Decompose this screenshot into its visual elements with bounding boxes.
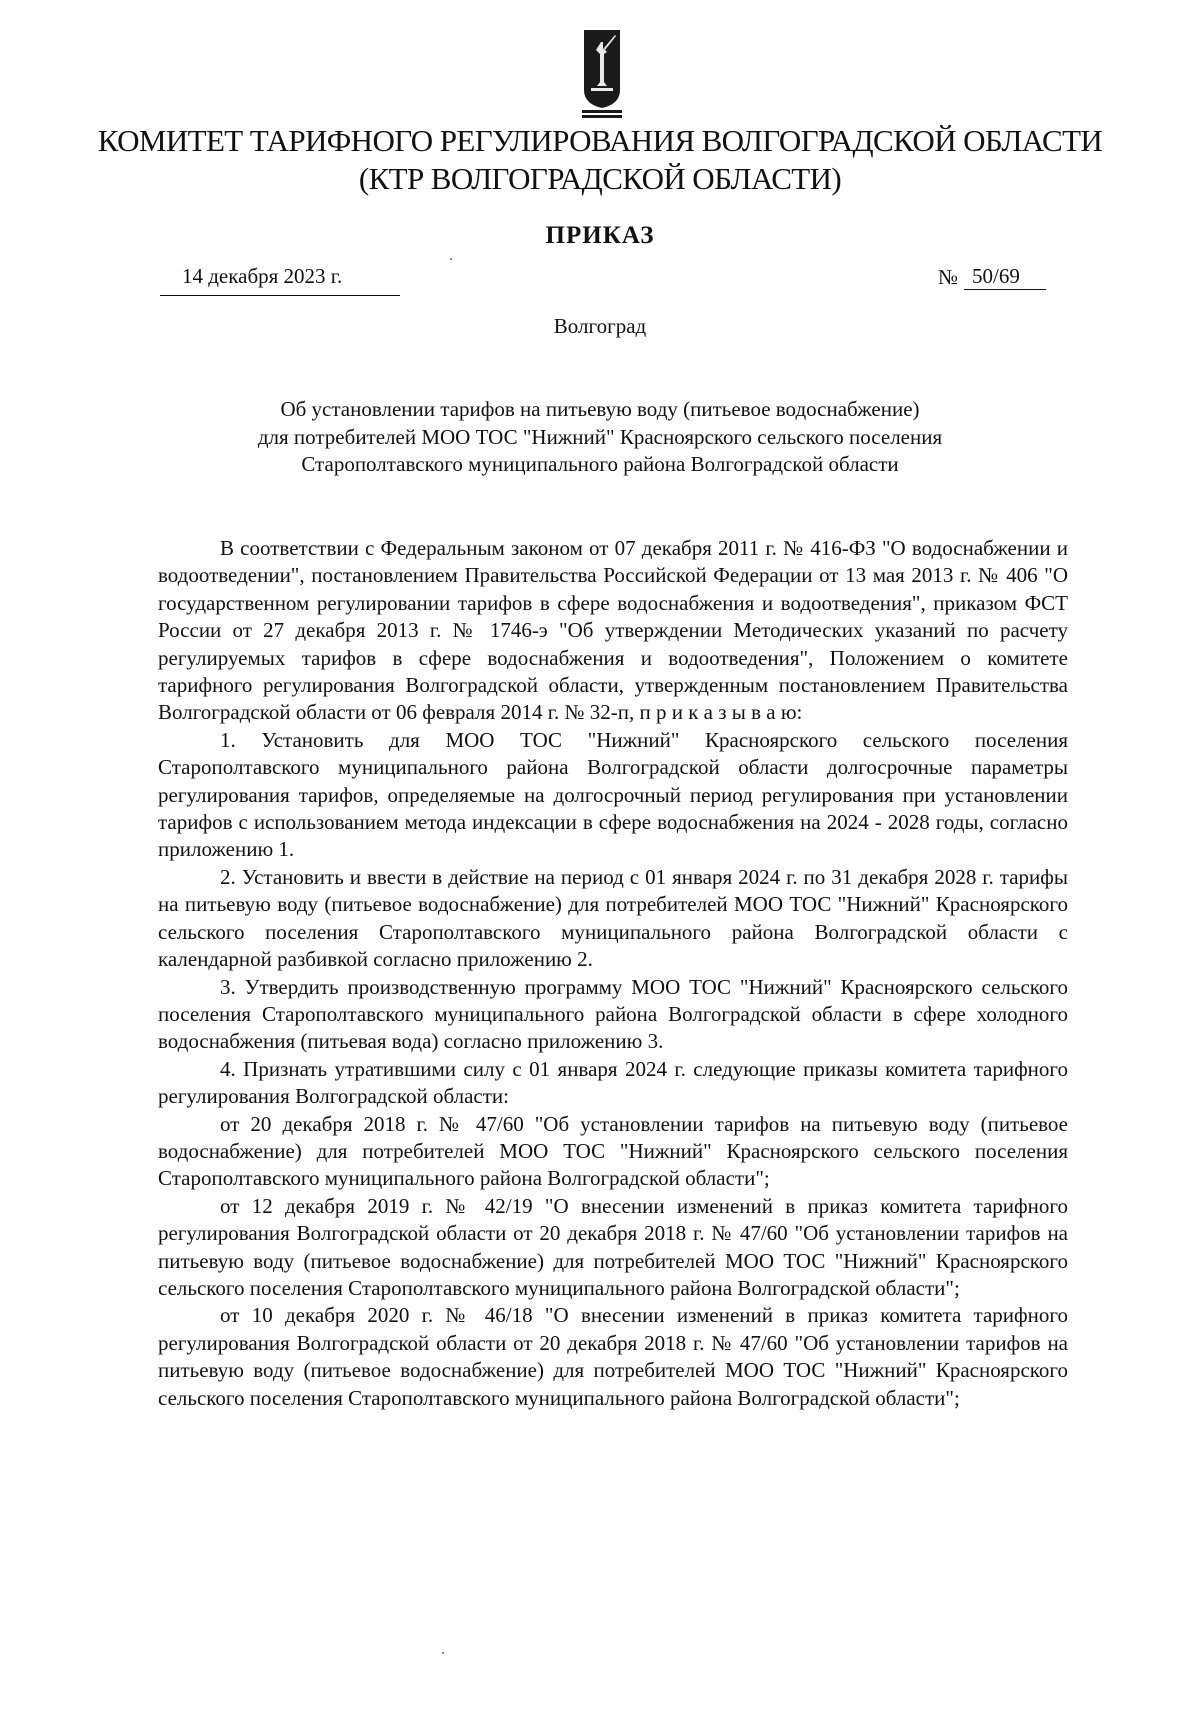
organization-name: КОМИТЕТ ТАРИФНОГО РЕГУЛИРОВАНИЯ ВОЛГОГРАДСКОЙ ОБЛАСТИ: [97, 123, 1103, 158]
preamble-paragraph: В соответствии с Федеральным законом от 07 декабря 2011 г. № 416-ФЗ "О водоснабжении и водоотведении", постановлением Правительства Российской Федерации от 13 мая 2013 г. № 406 "О государственном регулировании тарифов в сфере водоснабжения и водоотведения", приказом ФСТ России от 27 декабря 2013 г. № 1746-э "Об утверждении Методических указаний по расчету регулируемых тарифов в сфере водоснабжения и водоотведения", Положением о комитете тарифного регулирования Волгоградской области, утвержденным постановлением Правительства Волгоградской области от 06 февраля 2014 г. № 32-п, п р и к а з ы в а ю:: [158, 536, 1068, 725]
subject-line: для потребителей МОО ТОС "Нижний" Красноярского сельского поселения: [257, 424, 943, 449]
subject-line: Старополтавского муниципального района Волгоградской области: [301, 452, 899, 476]
number-sign: №: [938, 265, 959, 289]
subject-line: Об установлении тарифов на питьевую воду (питьевое водоснабжение): [280, 397, 920, 421]
order-item-1: 1. Установить для МОО ТОС "Нижний" Красноярского сельского поселения Старополтавского муниципального района Волгоградской области долгосрочные параметры регулирования тарифов, определяемые на долгосрочный период регулирования при установлении тарифов с использованием метода индексации в сфере водоснабжения на 2024 - 2028 годы, согласно приложению 1.: [158, 727, 1068, 862]
document-subject: [0, 396, 1200, 479]
repealed-order-item: от 12 декабря 2019 г. № 42/19 "О внесении изменений в приказ комитета тарифного регулирования Волгоградской области от 20 декабря 2018 г. № 47/60 "Об установлении тарифов на питьевую воду (питьевое водоснабжение) для потребителей МОО ТОС "Нижний" Красноярского сельского поселения Старополтавского муниципального района Волгоградской области";: [158, 1193, 1068, 1300]
repealed-order-item: от 10 декабря 2020 г. № 46/18 "О внесении изменений в приказ комитета тарифного регулирования Волгоградской области от 20 декабря 2018 г. № 47/60 "Об установлении тарифов на питьевую воду (питьевое водоснабжение) для потребителей МОО ТОС "Нижний" Красноярского сельского поселения Старополтавского муниципального района Волгоградской области";: [158, 1303, 1068, 1410]
document-number-block: [938, 264, 1046, 296]
repealed-order-item: от 20 декабря 2018 г. № 47/60 "Об установлении тарифов на питьевую воду (питьевое водоснабжение) для потребителей МОО ТОС "Нижний" Красноярского сельского поселения Старополтавского муниципального района Волгоградской области";: [158, 1111, 1068, 1191]
scan-speck: [442, 1652, 444, 1654]
organization-abbreviation: (КТР ВОЛГОГРАДСКОЙ ОБЛАСТИ): [358, 161, 842, 196]
document-city: Волгоград: [553, 314, 647, 338]
scan-speck: [450, 258, 452, 260]
coat-of-arms-icon: [582, 28, 622, 120]
document-date: 14 декабря 2023 г.: [160, 264, 400, 296]
document-body: [158, 535, 1068, 1412]
document-number: 50/69: [964, 264, 1046, 290]
document-type-title: ПРИКАЗ: [545, 222, 655, 249]
order-item-4: 4. Признать утратившими силу с 01 января 2024 г. следующие приказы комитета тарифного регулирования Волгоградской области:: [158, 1056, 1068, 1109]
order-item-2: 2. Установить и ввести в действие на период с 01 января 2024 г. по 31 декабря 2028 г. тарифы на питьевую воду (питьевое водоснабжение) для потребителей МОО ТОС "Нижний" Красноярского сельского поселения Старополтавского муниципального района Волгоградской области с календарной разбивкой согласно приложению 2.: [158, 864, 1068, 972]
order-item-3: 3. Утвердить производственную программу МОО ТОС "Нижний" Красноярского сельского поселения Старополтавского муниципального района Волгоградской области в сфере холодного водоснабжения (питьевая вода) согласно приложению 3.: [158, 974, 1068, 1054]
